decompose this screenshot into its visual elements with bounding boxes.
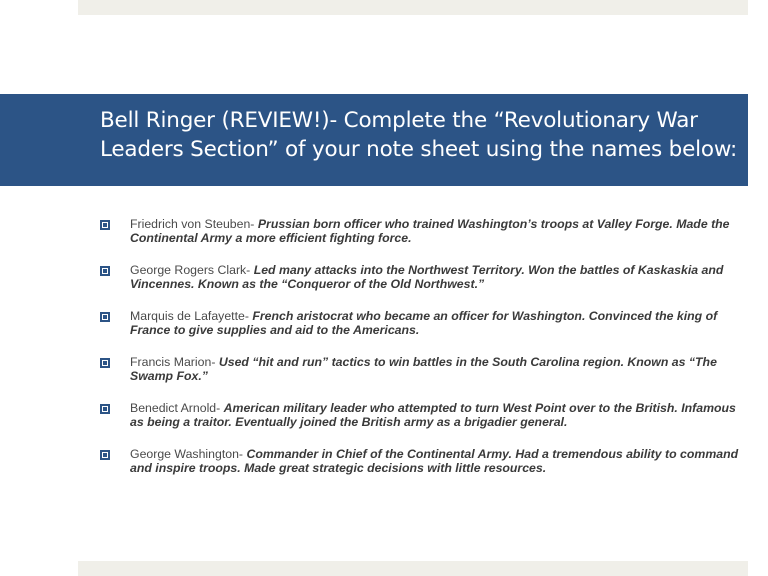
square-bullet-icon xyxy=(100,450,110,460)
leader-name: Francis Marion- xyxy=(130,355,219,369)
square-bullet-icon xyxy=(100,312,110,322)
top-decor-band xyxy=(78,0,748,15)
leader-description: Led many attacks into the Northwest Territory. Won the battles of Kaskaskia and Vincennes. Known as the “Conqueror of the Old Northwest.” xyxy=(130,263,724,291)
list-item xyxy=(100,402,740,429)
slide-title: Bell Ringer (REVIEW!)- Complete the “Revolutionary War Leaders Section” of your note sheet using the names below: xyxy=(100,108,738,162)
square-bullet-icon xyxy=(100,358,110,368)
leader-name: George Washington- xyxy=(130,447,247,461)
leader-name: George Rogers Clark- xyxy=(130,263,254,277)
list-item xyxy=(100,448,740,475)
leader-list xyxy=(100,218,740,494)
leader-name: Friedrich von Steuben- xyxy=(130,217,258,231)
list-item xyxy=(100,310,740,337)
leader-description: Commander in Chief of the Continental Army. Had a tremendous ability to command and inspire troops. Made great strategic decisions with little resources. xyxy=(130,447,739,475)
leader-description: American military leader who attempted to turn West Point over to the British. Infamous as being a traitor. Eventually joined the British army as a brigadier general. xyxy=(130,401,736,429)
leader-description: Prussian born officer who trained Washington’s troops at Valley Forge. Made the Continental Army a more efficient fighting force. xyxy=(130,217,730,245)
leader-name: Marquis de Lafayette- xyxy=(130,309,253,323)
square-bullet-icon xyxy=(100,404,110,414)
bottom-decor-band xyxy=(78,561,748,576)
leader-name: Benedict Arnold- xyxy=(130,401,224,415)
list-item xyxy=(100,218,740,245)
square-bullet-icon xyxy=(100,220,110,230)
leader-description: French aristocrat who became an officer for Washington. Convinced the king of France to give supplies and aid to the Americans. xyxy=(130,309,718,337)
list-item xyxy=(100,356,740,383)
list-item xyxy=(100,264,740,291)
leader-description: Used “hit and run” tactics to win battles in the South Carolina region. Known as “The Swamp Fox.” xyxy=(130,355,717,383)
square-bullet-icon xyxy=(100,266,110,276)
